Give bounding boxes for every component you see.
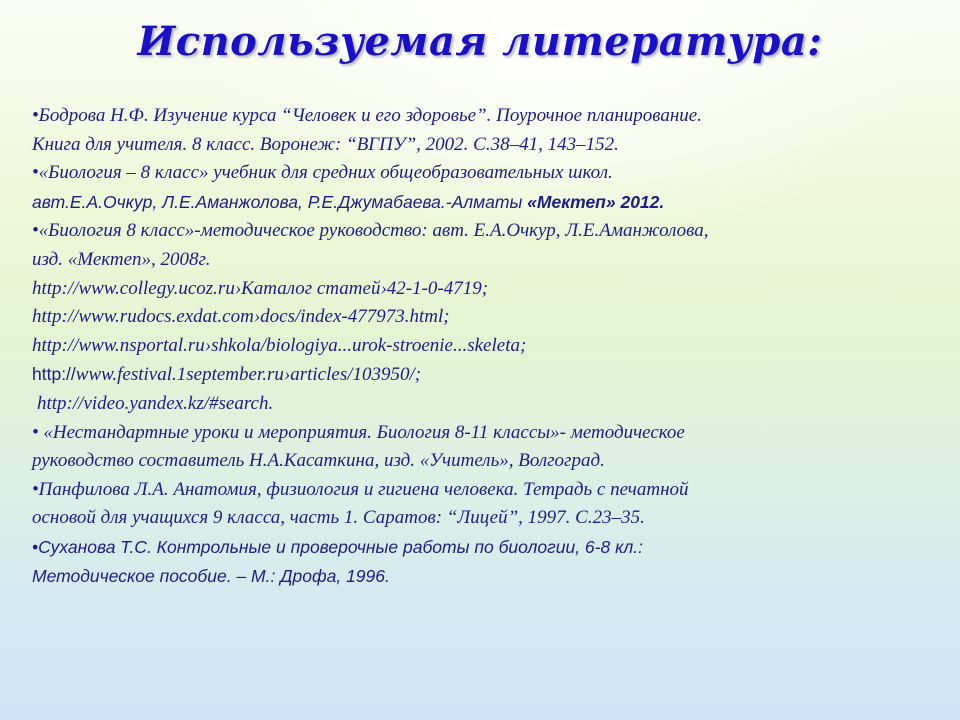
link-path: www.festival.1september.ru›articles/103950/;: [75, 364, 422, 386]
reference-link[interactable]: http://www.nsportal.ru›shkola/biologiya...urok-stroenie...skeleta;: [32, 334, 527, 356]
reference-list: [32, 102, 932, 590]
reference-line: Книга для учителя. 8 класс. Воронеж: “ВГПУ”, 2002. С.38–41, 143–152.: [32, 133, 619, 155]
reference-link[interactable]: http://www.rudocs.exdat.com›docs/index-477973.html;: [32, 306, 450, 328]
reference-line: [32, 188, 932, 218]
reference-text: авт.Е.А.Очкур, Л.Е.Аманжолова, Р.Е.Джумабаева.-Алматы: [32, 191, 528, 212]
reference-line: руководство составитель Н.А.Касаткина, изд. «Учитель», Волгоград.: [32, 450, 605, 472]
reference-line: •«Биология – 8 класс» учебник для средних общеобразовательных школ.: [32, 162, 613, 184]
reference-line: •Суханова Т.С. Контрольные и проверочные работы по биологии, 6-8 кл.:: [32, 536, 643, 557]
reference-line: изд. «Мектеп», 2008г.: [32, 248, 211, 270]
reference-line: •Панфилова Л.А. Анатомия, физиология и гигиена человека. Тетрадь с печатной: [32, 478, 689, 500]
reference-link[interactable]: http://www.collegy.ucoz.ru›Каталог статей›42-1-0-4719;: [32, 277, 489, 299]
reference-line: • «Нестандартные уроки и мероприятия. Биология 8-11 классы»- методическое: [32, 421, 685, 443]
link-protocol: http://: [32, 364, 76, 385]
reference-text-bold: «Мектеп» 2012.: [527, 191, 665, 212]
reference-line: Методическое пособие. – М.: Дрофа, 1996.: [32, 565, 390, 586]
reference-link[interactable]: http://video.yandex.kz/#search.: [37, 392, 274, 414]
reference-line: •«Биология 8 класс»-методическое руководство: авт. Е.А.Очкур, Л.Е.Аманжолова,: [32, 220, 709, 242]
reference-line: •Бодрова Н.Ф. Изучение курса “Человек и его здоровье”. Поурочное планирование.: [32, 105, 702, 126]
slide-title: Используемая литература:: [137, 18, 823, 65]
reference-link[interactable]: [32, 360, 932, 390]
reference-line: основой для учащихся 9 класса, часть 1. Саратов: “Лицей”, 1997. С.23–35.: [32, 507, 645, 529]
